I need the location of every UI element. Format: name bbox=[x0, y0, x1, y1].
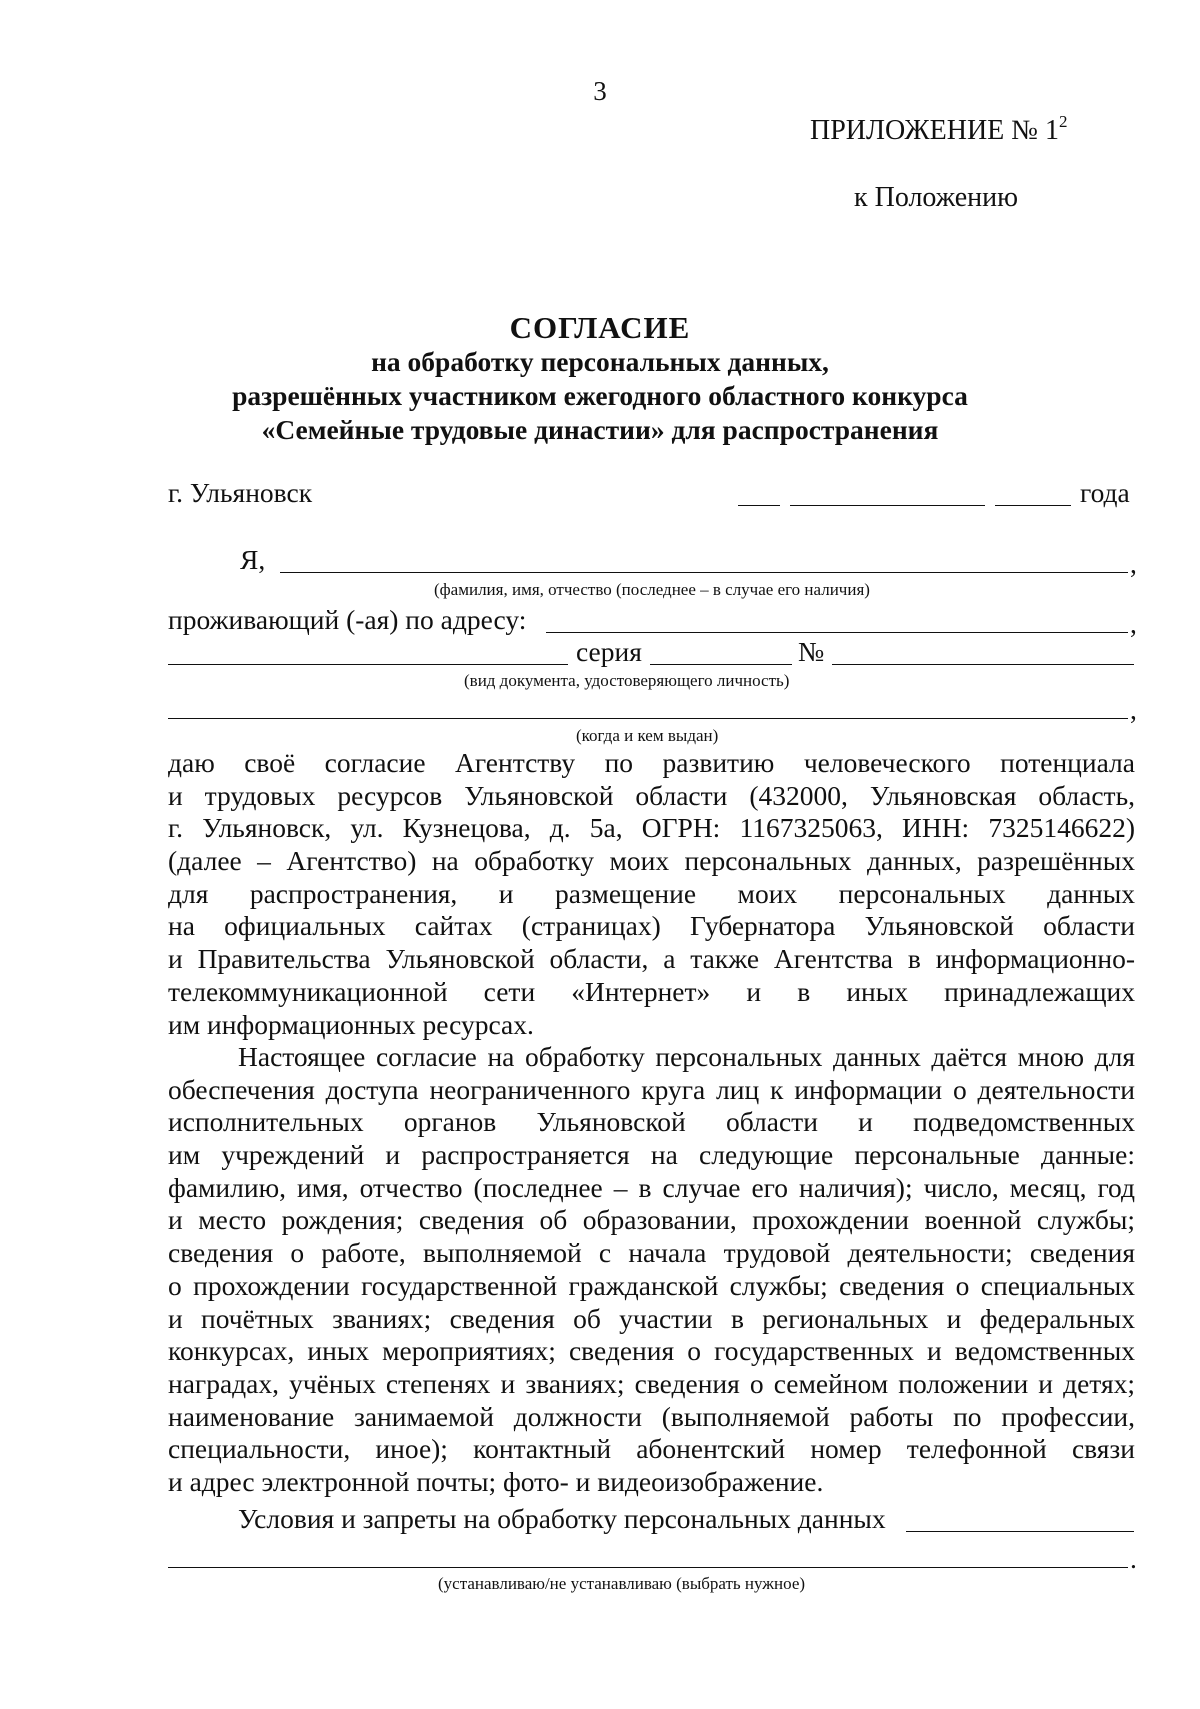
paragraph-1-line: для распространения, и размещение моих персональных данных bbox=[168, 877, 1135, 909]
paragraph-2-line: специальности, иное); контактный абонентский номер телефонной связи bbox=[168, 1433, 1135, 1465]
paragraph-2-line: и почётных званиях; сведения об участии в региональных и федеральных bbox=[168, 1302, 1135, 1334]
paragraph-2-line: им учреждений и распространяется на следующие персональные данные: bbox=[168, 1139, 1135, 1171]
consent-paragraph-1 bbox=[168, 747, 1135, 1041]
paragraph-2-line: фамилию, имя, отчество (последнее – в случае его наличия); число, месяц, год bbox=[168, 1171, 1135, 1203]
document-subtitle-line-3: «Семейные трудовые династии» для распространения bbox=[261, 414, 939, 445]
date-month-field[interactable] bbox=[790, 505, 985, 506]
document-type-field[interactable] bbox=[168, 664, 568, 665]
address-label: проживающий (-ая) по адресу: bbox=[168, 604, 527, 635]
document-caption: (вид документа, удостоверяющего личность) bbox=[464, 671, 790, 690]
paragraph-1-line: им информационных ресурсах. bbox=[168, 1008, 534, 1040]
consent-paragraph-2 bbox=[168, 1041, 1135, 1499]
series-label: серия bbox=[576, 636, 642, 667]
paragraph-1-line: и Правительства Ульяновской области, а также Агентства в информационно- bbox=[168, 943, 1135, 975]
paragraph-2-line: сведения о работе, выполняемой с начала трудовой деятельности; сведения bbox=[168, 1237, 1135, 1269]
paragraph-2-line: обеспечения доступа неограниченного круга лиц к информации о деятельности bbox=[168, 1073, 1135, 1105]
appendix-label-text: ПРИЛОЖЕНИЕ № 1 bbox=[810, 115, 1059, 146]
city-label: г. Ульяновск bbox=[168, 477, 313, 508]
date-day-field[interactable] bbox=[738, 505, 780, 506]
series-field[interactable] bbox=[650, 664, 792, 665]
address-field[interactable] bbox=[546, 632, 1128, 633]
year-word: года bbox=[1080, 477, 1130, 508]
fio-field[interactable] bbox=[280, 572, 1128, 573]
document-subtitle-line-1: на обработку персональных данных, bbox=[371, 346, 829, 377]
issued-caption: (когда и кем выдан) bbox=[576, 726, 719, 745]
appendix-subtitle: к Положению bbox=[854, 182, 1019, 213]
document-subtitle-line-2: разрешённых участником ежегодного областного конкурса bbox=[232, 380, 968, 411]
number-label: № bbox=[798, 636, 825, 667]
paragraph-2-line: и адрес электронной почты; фото- и видеоизображение. bbox=[168, 1465, 824, 1497]
appendix-label bbox=[810, 112, 1067, 147]
fio-comma: , bbox=[1130, 548, 1137, 579]
address-comma: , bbox=[1130, 608, 1137, 639]
date-year-field[interactable] bbox=[995, 505, 1071, 506]
conditions-caption: (устанавливаю/не устанавливаю (выбрать нужное) bbox=[438, 1574, 806, 1593]
paragraph-2-line: исполнительных органов Ульяновской области и подведомственных bbox=[168, 1106, 1135, 1138]
issued-comma: , bbox=[1130, 694, 1137, 725]
fio-caption: (фамилия, имя, отчество (последнее – в случае его наличия) bbox=[434, 580, 870, 599]
paragraph-1-line: даю своё согласие Агентству по развитию человеческого потенциала bbox=[168, 747, 1135, 778]
paragraph-2-line: конкурсах, иных мероприятиях; сведения о государственных и ведомственных bbox=[168, 1335, 1135, 1367]
paragraph-1-line: г. Ульяновск, ул. Кузнецова, д. 5а, ОГРН: 1167325063, ИНН: 7325146622) bbox=[168, 812, 1135, 844]
conditions-label: Условия и запреты на обработку персональных данных bbox=[238, 1503, 886, 1534]
page-number: 3 bbox=[593, 76, 607, 106]
paragraph-1-line: на официальных сайтах (страницах) Губернатора Ульяновской области bbox=[168, 910, 1135, 942]
conditions-field[interactable] bbox=[906, 1531, 1134, 1532]
paragraph-1-line: телекоммуникационной сети «Интернет» и в иных принадлежащих bbox=[168, 975, 1135, 1007]
paragraph-2-line: Настоящее согласие на обработку персональных данных даётся мною для bbox=[238, 1041, 1135, 1072]
document-title: СОГЛАСИЕ bbox=[509, 310, 691, 345]
paragraph-2-line: наградах, учёных степенях и званиях; сведения о семейном положении и детях; bbox=[168, 1367, 1135, 1399]
number-field[interactable] bbox=[832, 664, 1134, 665]
paragraph-1-line: и трудовых ресурсов Ульяновской области (432000, Ульяновская область, bbox=[168, 779, 1135, 811]
paragraph-2-line: и место рождения; сведения об образовании, прохождении военной службы; bbox=[168, 1204, 1135, 1236]
paragraph-2-line: о прохождении государственной гражданской службы; сведения о специальных bbox=[168, 1269, 1135, 1301]
i-label: Я, bbox=[240, 544, 266, 575]
conditions-period: . bbox=[1130, 1543, 1137, 1574]
appendix-superscript: 2 bbox=[1058, 112, 1068, 131]
conditions-field-continued[interactable] bbox=[168, 1567, 1128, 1568]
paragraph-2-line: наименование занимаемой должности (выполняемой работы по профессии, bbox=[168, 1400, 1135, 1432]
issued-field[interactable] bbox=[168, 718, 1128, 719]
paragraph-1-line: (далее – Агентство) на обработку моих персональных данных, разрешённых bbox=[168, 845, 1135, 877]
